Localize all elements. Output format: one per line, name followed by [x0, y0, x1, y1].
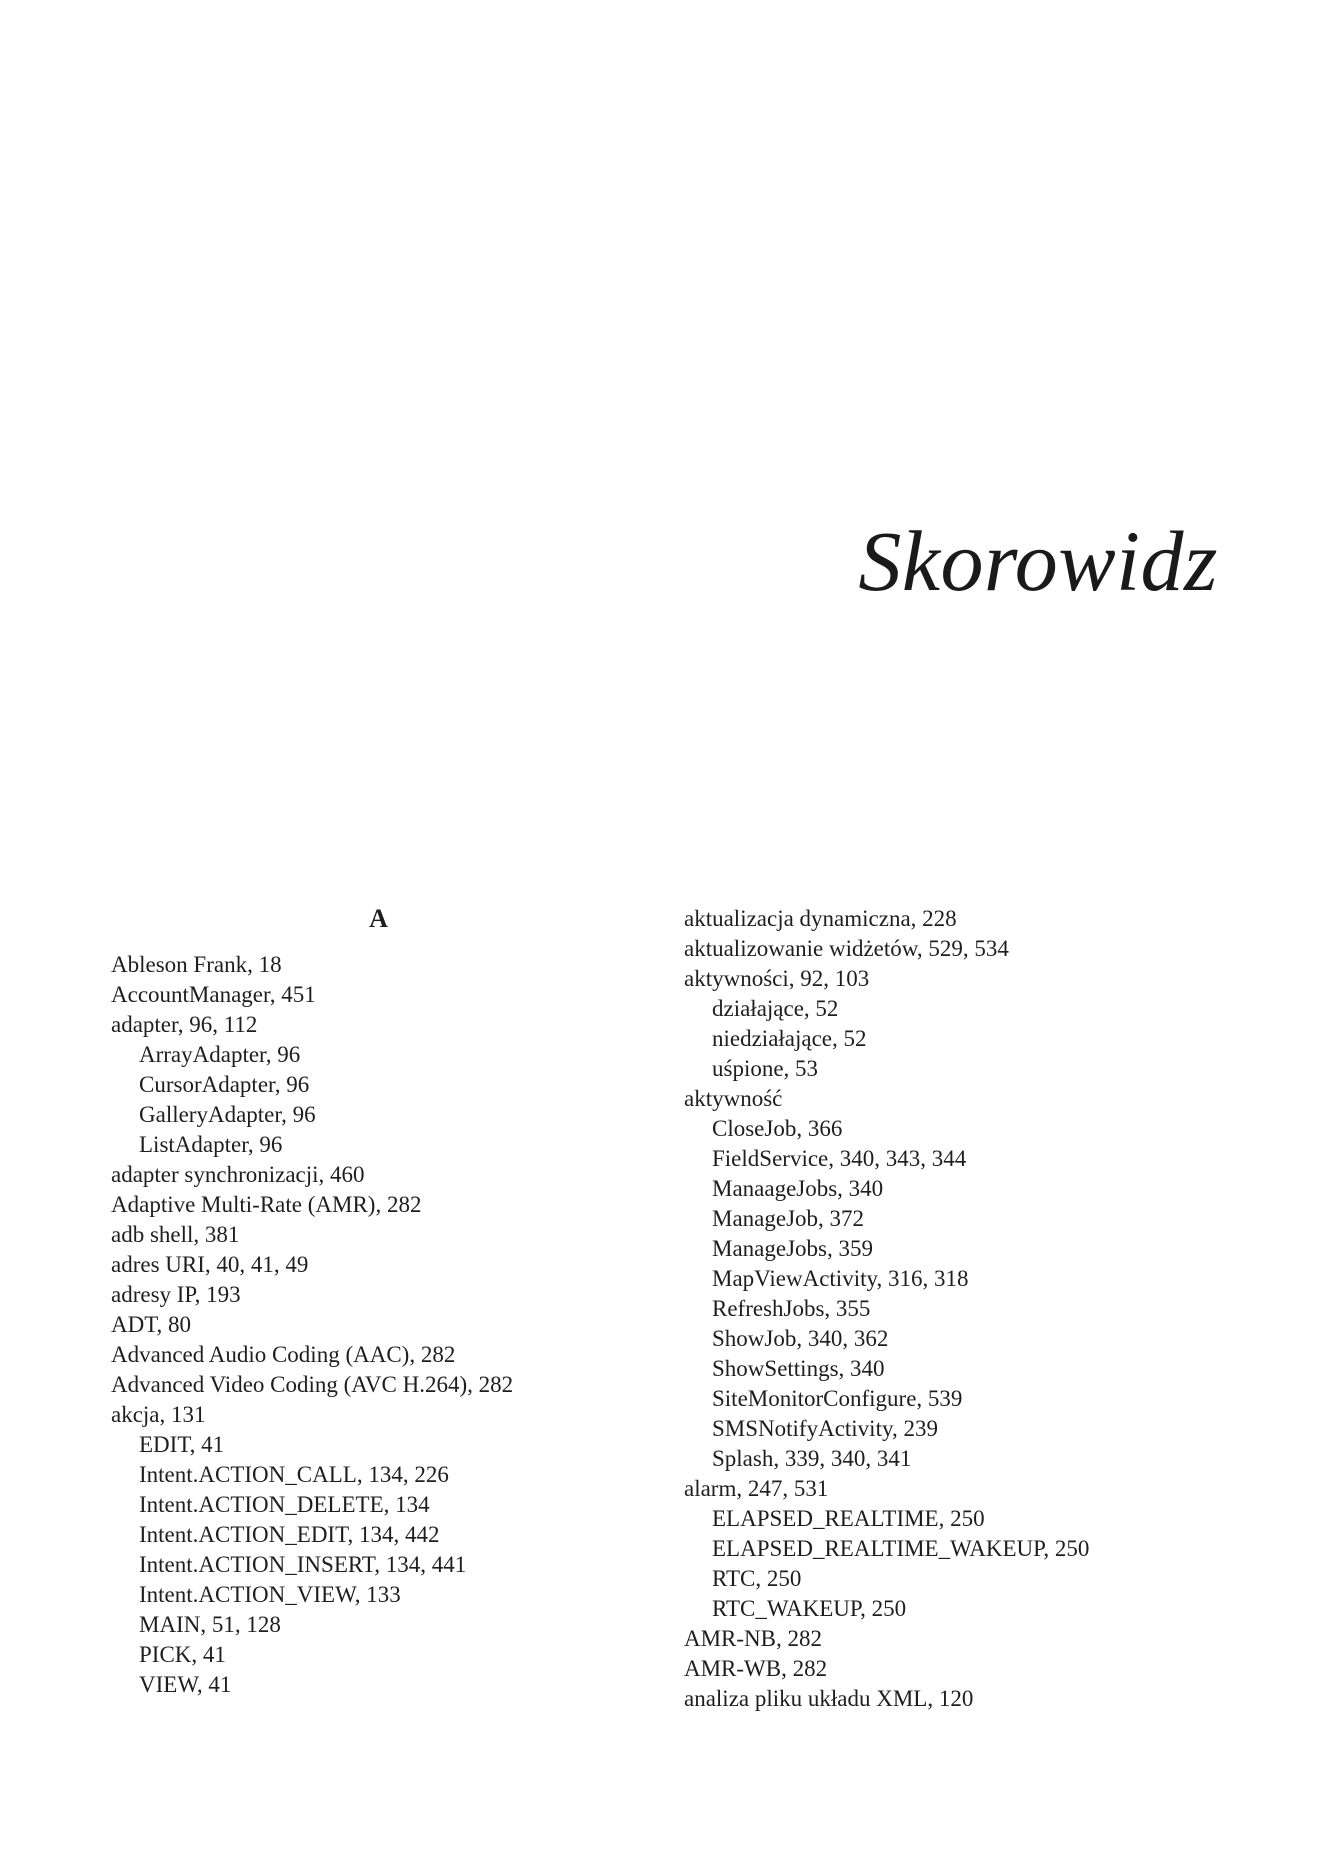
- index-entry: aktualizowanie widżetów, 529, 534: [684, 936, 1009, 961]
- index-subentry: uśpione, 53: [712, 1056, 819, 1081]
- index-entry: akcja, 131: [111, 1402, 206, 1427]
- index-subentry: Splash, 339, 340, 341: [712, 1446, 912, 1471]
- section-letter: A: [369, 904, 388, 933]
- index-subentry: ArrayAdapter, 96: [139, 1042, 301, 1067]
- index-subentry: Intent.ACTION_DELETE, 134: [139, 1492, 430, 1517]
- index-subentry: ManaageJobs, 340: [712, 1176, 884, 1201]
- index-subentry: ELAPSED_REALTIME, 250: [712, 1506, 985, 1531]
- index-entry: Advanced Audio Coding (AAC), 282: [111, 1342, 456, 1367]
- index-subentry: RTC_WAKEUP, 250: [712, 1596, 907, 1621]
- index-subentry: ListAdapter, 96: [139, 1132, 283, 1157]
- index-entry: analiza pliku układu XML, 120: [684, 1686, 974, 1711]
- index-subentry: ShowJob, 340, 362: [712, 1326, 889, 1351]
- index-subentry: ELAPSED_REALTIME_WAKEUP, 250: [712, 1536, 1090, 1561]
- index-entry-list: [684, 904, 1244, 1714]
- index-subentry: RTC, 250: [712, 1566, 802, 1591]
- index-subentry: Intent.ACTION_VIEW, 133: [139, 1582, 401, 1607]
- index-entry: AMR-WB, 282: [684, 1656, 828, 1681]
- index-subentry: MapViewActivity, 316, 318: [712, 1266, 969, 1291]
- index-subentry: SMSNotifyActivity, 239: [712, 1416, 938, 1441]
- index-subentry: SiteMonitorConfigure, 539: [712, 1386, 963, 1411]
- index-subentry: ShowSettings, 340: [712, 1356, 885, 1381]
- index-column-left: [111, 904, 671, 1700]
- page-title: Skorowidz: [858, 513, 1218, 609]
- index-subentry: Intent.ACTION_CALL, 134, 226: [139, 1462, 449, 1487]
- index-entry: aktualizacja dynamiczna, 228: [684, 906, 957, 931]
- index-subentry: niedziałające, 52: [712, 1026, 867, 1051]
- index-entry: ADT, 80: [111, 1312, 192, 1337]
- index-entry: adres URI, 40, 41, 49: [111, 1252, 309, 1277]
- index-subentry: PICK, 41: [139, 1642, 226, 1667]
- index-subentry: VIEW, 41: [139, 1672, 232, 1697]
- index-subentry: FieldService, 340, 343, 344: [712, 1146, 967, 1171]
- index-subentry: ManageJobs, 359: [712, 1236, 873, 1261]
- index-subentry: działające, 52: [712, 996, 839, 1021]
- index-subentry: ManageJob, 372: [712, 1206, 865, 1231]
- index-subentry: MAIN, 51, 128: [139, 1612, 281, 1637]
- index-entry: aktywność: [684, 1086, 783, 1111]
- index-entry: Advanced Video Coding (AVC H.264), 282: [111, 1372, 514, 1397]
- index-entry: aktywności, 92, 103: [684, 966, 870, 991]
- index-subentry: GalleryAdapter, 96: [139, 1102, 316, 1127]
- index-entry: Ableson Frank, 18: [111, 952, 282, 977]
- index-entry: Adaptive Multi-Rate (AMR), 282: [111, 1192, 422, 1217]
- index-entry-list: [111, 950, 671, 1700]
- index-subentry: RefreshJobs, 355: [712, 1296, 871, 1321]
- index-subentry: CloseJob, 366: [712, 1116, 843, 1141]
- index-subentry: Intent.ACTION_EDIT, 134, 442: [139, 1522, 440, 1547]
- index-entry: AMR-NB, 282: [684, 1626, 823, 1651]
- index-subentry: CursorAdapter, 96: [139, 1072, 310, 1097]
- index-entry: adapter synchronizacji, 460: [111, 1162, 365, 1187]
- index-entry: AccountManager, 451: [111, 982, 316, 1007]
- index-entry: alarm, 247, 531: [684, 1476, 829, 1501]
- index-entry: adapter, 96, 112: [111, 1012, 258, 1037]
- index-subentry: Intent.ACTION_INSERT, 134, 441: [139, 1552, 467, 1577]
- index-subentry: EDIT, 41: [139, 1432, 225, 1457]
- index-entry: adb shell, 381: [111, 1222, 240, 1247]
- index-entry: adresy IP, 193: [111, 1282, 241, 1307]
- index-column-right: [684, 904, 1244, 1714]
